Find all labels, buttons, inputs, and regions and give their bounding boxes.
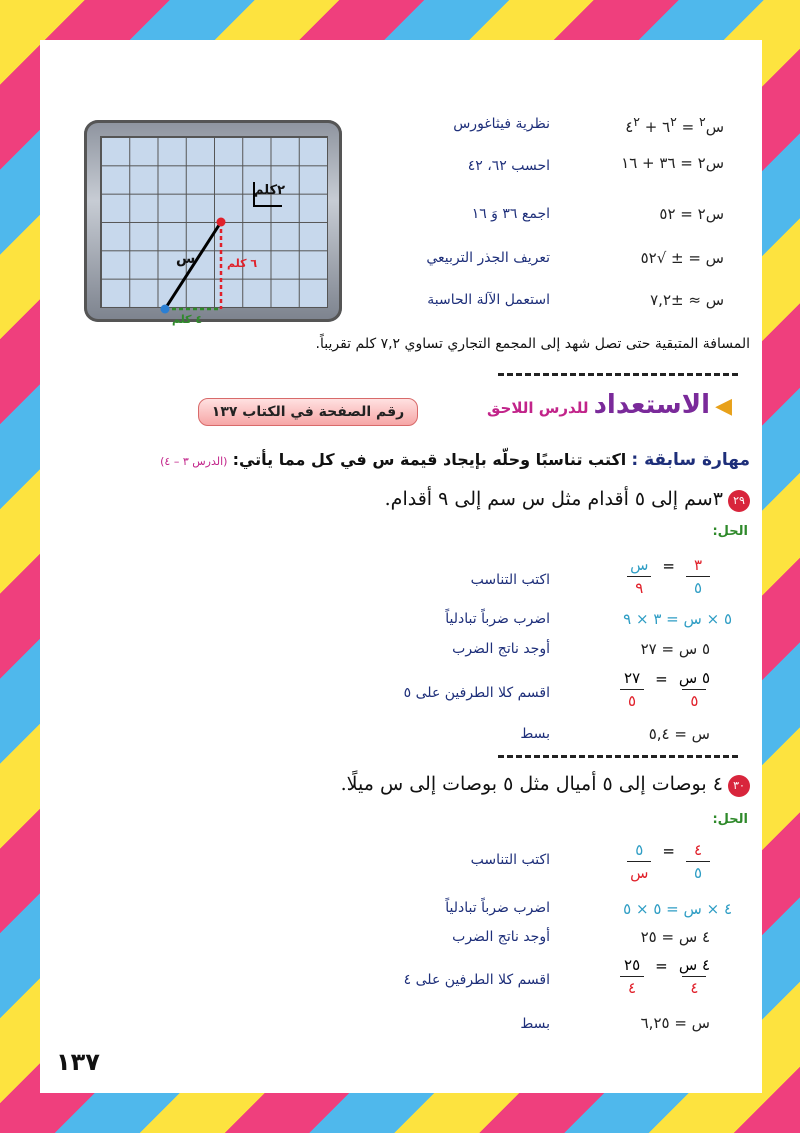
- page-ref-box: رقم الصفحة في الكتاب ١٣٧: [198, 398, 418, 426]
- q30-product: ٤ س = ٢٥: [640, 928, 710, 946]
- q29-frac2-num: س: [630, 556, 649, 574]
- q30-step-label-5: بسط: [520, 1016, 550, 1032]
- pyth-label-2: احسب ٦٢، ٤٢: [467, 158, 550, 174]
- divider-2: [498, 755, 738, 758]
- q29-div-left-num: ٥ س: [678, 669, 710, 687]
- q30-solution-label: الحل:: [712, 812, 748, 827]
- horizontal-leg-label: ٤ كلم: [172, 313, 203, 326]
- prep-title: الاستعداد: [593, 390, 710, 420]
- q30-text: ٤ بوصات إلى ٥ أميال مثل ٥ بوصات إلى س ميلًا.: [340, 773, 723, 795]
- pyth-label-3: اجمع ٣٦ وَ ١٦: [471, 206, 550, 222]
- q29-step-label-5: بسط: [520, 726, 550, 742]
- q30-division: $\frac{\text{٤ س}}{٤}$ = $\frac{٢٥}{٤}$: [620, 955, 710, 997]
- q29-frac1-den: ٥: [693, 579, 703, 597]
- q29-solution-label: الحل:: [712, 524, 748, 539]
- pyth-label-5: استعمل الآلة الحاسبة: [427, 292, 550, 308]
- prep-subtitle: للدرس اللاحق: [487, 399, 589, 417]
- conclusion-text: المسافة المتبقية حتى تصل شهد إلى المجمع التجاري تساوي ٧,٢ كلم تقريباً.: [315, 336, 750, 352]
- q29-text: ٣سم إلى ٥ أقدام مثل س سم إلى ٩ أقدام.: [384, 488, 723, 510]
- q30-step-label-2: اضرب ضرباً تبادلياً: [445, 900, 550, 916]
- page-sheet: [40, 40, 762, 1093]
- q29-div-left-den: ٥: [690, 692, 699, 710]
- q30-frac2-num: ٥: [635, 841, 644, 859]
- pyth-eq-3: س٢ = ٥٢: [659, 205, 724, 223]
- q30-div-left-num: ٤ س: [678, 956, 710, 974]
- q30-div-right-den: ٤: [628, 979, 637, 997]
- skill-line: [160, 450, 750, 470]
- pyth-eq-4: س = ± √٥٢: [640, 249, 724, 267]
- pyth-eq-5: س ≈ ±٧,٢: [650, 291, 724, 309]
- q29-product: ٥ س = ٢٧: [640, 640, 710, 658]
- hypotenuse-label: س: [176, 251, 196, 267]
- divider-1: [498, 373, 738, 376]
- q29-proportion: $\frac{٣}{٥}$ = $\frac{\text{س}}{٩}$: [627, 555, 710, 597]
- q29-answer: س = ٥,٤: [648, 725, 710, 743]
- lesson-ref: (الدرس ٣ – ٤): [160, 455, 228, 468]
- q30-proportion: $\frac{٤}{٥}$ = $\frac{٥}{\text{س}}$: [627, 840, 710, 882]
- pyth-eq-2: س٢ = ٣٦ + ١٦: [621, 154, 724, 172]
- q30-frac2-den: س: [630, 864, 649, 882]
- page-number: ١٣٧: [56, 1048, 100, 1076]
- q30-step-label-1: اكتب التناسب: [470, 852, 550, 868]
- prep-heading: [487, 390, 732, 420]
- pyth-eq-1: س$^٢$ = $٦^٢$ + $٤^٢$: [625, 114, 724, 136]
- skill-text: اكتب تناسبًا وحلّه بإيجاد قيمة س في كل مما يأتي:: [232, 450, 627, 469]
- q29-step-label-2: اضرب ضرباً تبادلياً: [445, 611, 550, 627]
- q29-cross-mult: ٥ × س = ٣ × ٩: [623, 610, 732, 628]
- triangle-drawing: [84, 120, 342, 322]
- q29-frac1-num: ٣: [693, 556, 703, 574]
- end-point: [217, 218, 226, 227]
- pyth-label-1: نظرية فيثاغورس: [453, 116, 550, 132]
- q29-div-right-den: ٥: [628, 692, 637, 710]
- pyth-label-4: تعريف الجذر التربيعي: [426, 250, 550, 266]
- q30-frac1-num: ٤: [693, 841, 703, 859]
- q29-number-badge: ٢٩: [728, 490, 750, 512]
- scale-label: ٢كلم: [254, 183, 285, 198]
- arrow-icon: ◀: [715, 394, 732, 419]
- grid-figure: [84, 120, 342, 326]
- q29-step-label-1: اكتب التناسب: [470, 572, 550, 588]
- q30-statement: [341, 773, 750, 797]
- q30-div-right-num: ٢٥: [624, 956, 641, 974]
- q29-division: $\frac{\text{٥ س}}{٥}$ = $\frac{٢٧}{٥}$: [620, 668, 710, 710]
- vertical-leg-label: ٦ كلم: [227, 257, 258, 270]
- q29-frac2-den: ٩: [635, 579, 644, 597]
- skill-label: مهارة سابقة :: [631, 450, 750, 470]
- q29-div-right-num: ٢٧: [624, 669, 641, 687]
- q29-step-label-3: أوجد ناتج الضرب: [452, 641, 550, 657]
- q30-answer: س = ٦,٢٥: [640, 1014, 710, 1032]
- q30-div-left-den: ٤: [690, 979, 699, 997]
- q29-statement: [385, 488, 750, 512]
- q29-step-label-4: اقسم كلا الطرفين على ٥: [403, 685, 550, 701]
- start-point: [161, 305, 170, 314]
- q30-frac1-den: ٥: [693, 864, 703, 882]
- q30-step-label-3: أوجد ناتج الضرب: [452, 929, 550, 945]
- q30-step-label-4: اقسم كلا الطرفين على ٤: [403, 972, 550, 988]
- q30-number-badge: ٣٠: [728, 775, 750, 797]
- q30-cross-mult: ٤ × س = ٥ × ٥: [623, 900, 732, 918]
